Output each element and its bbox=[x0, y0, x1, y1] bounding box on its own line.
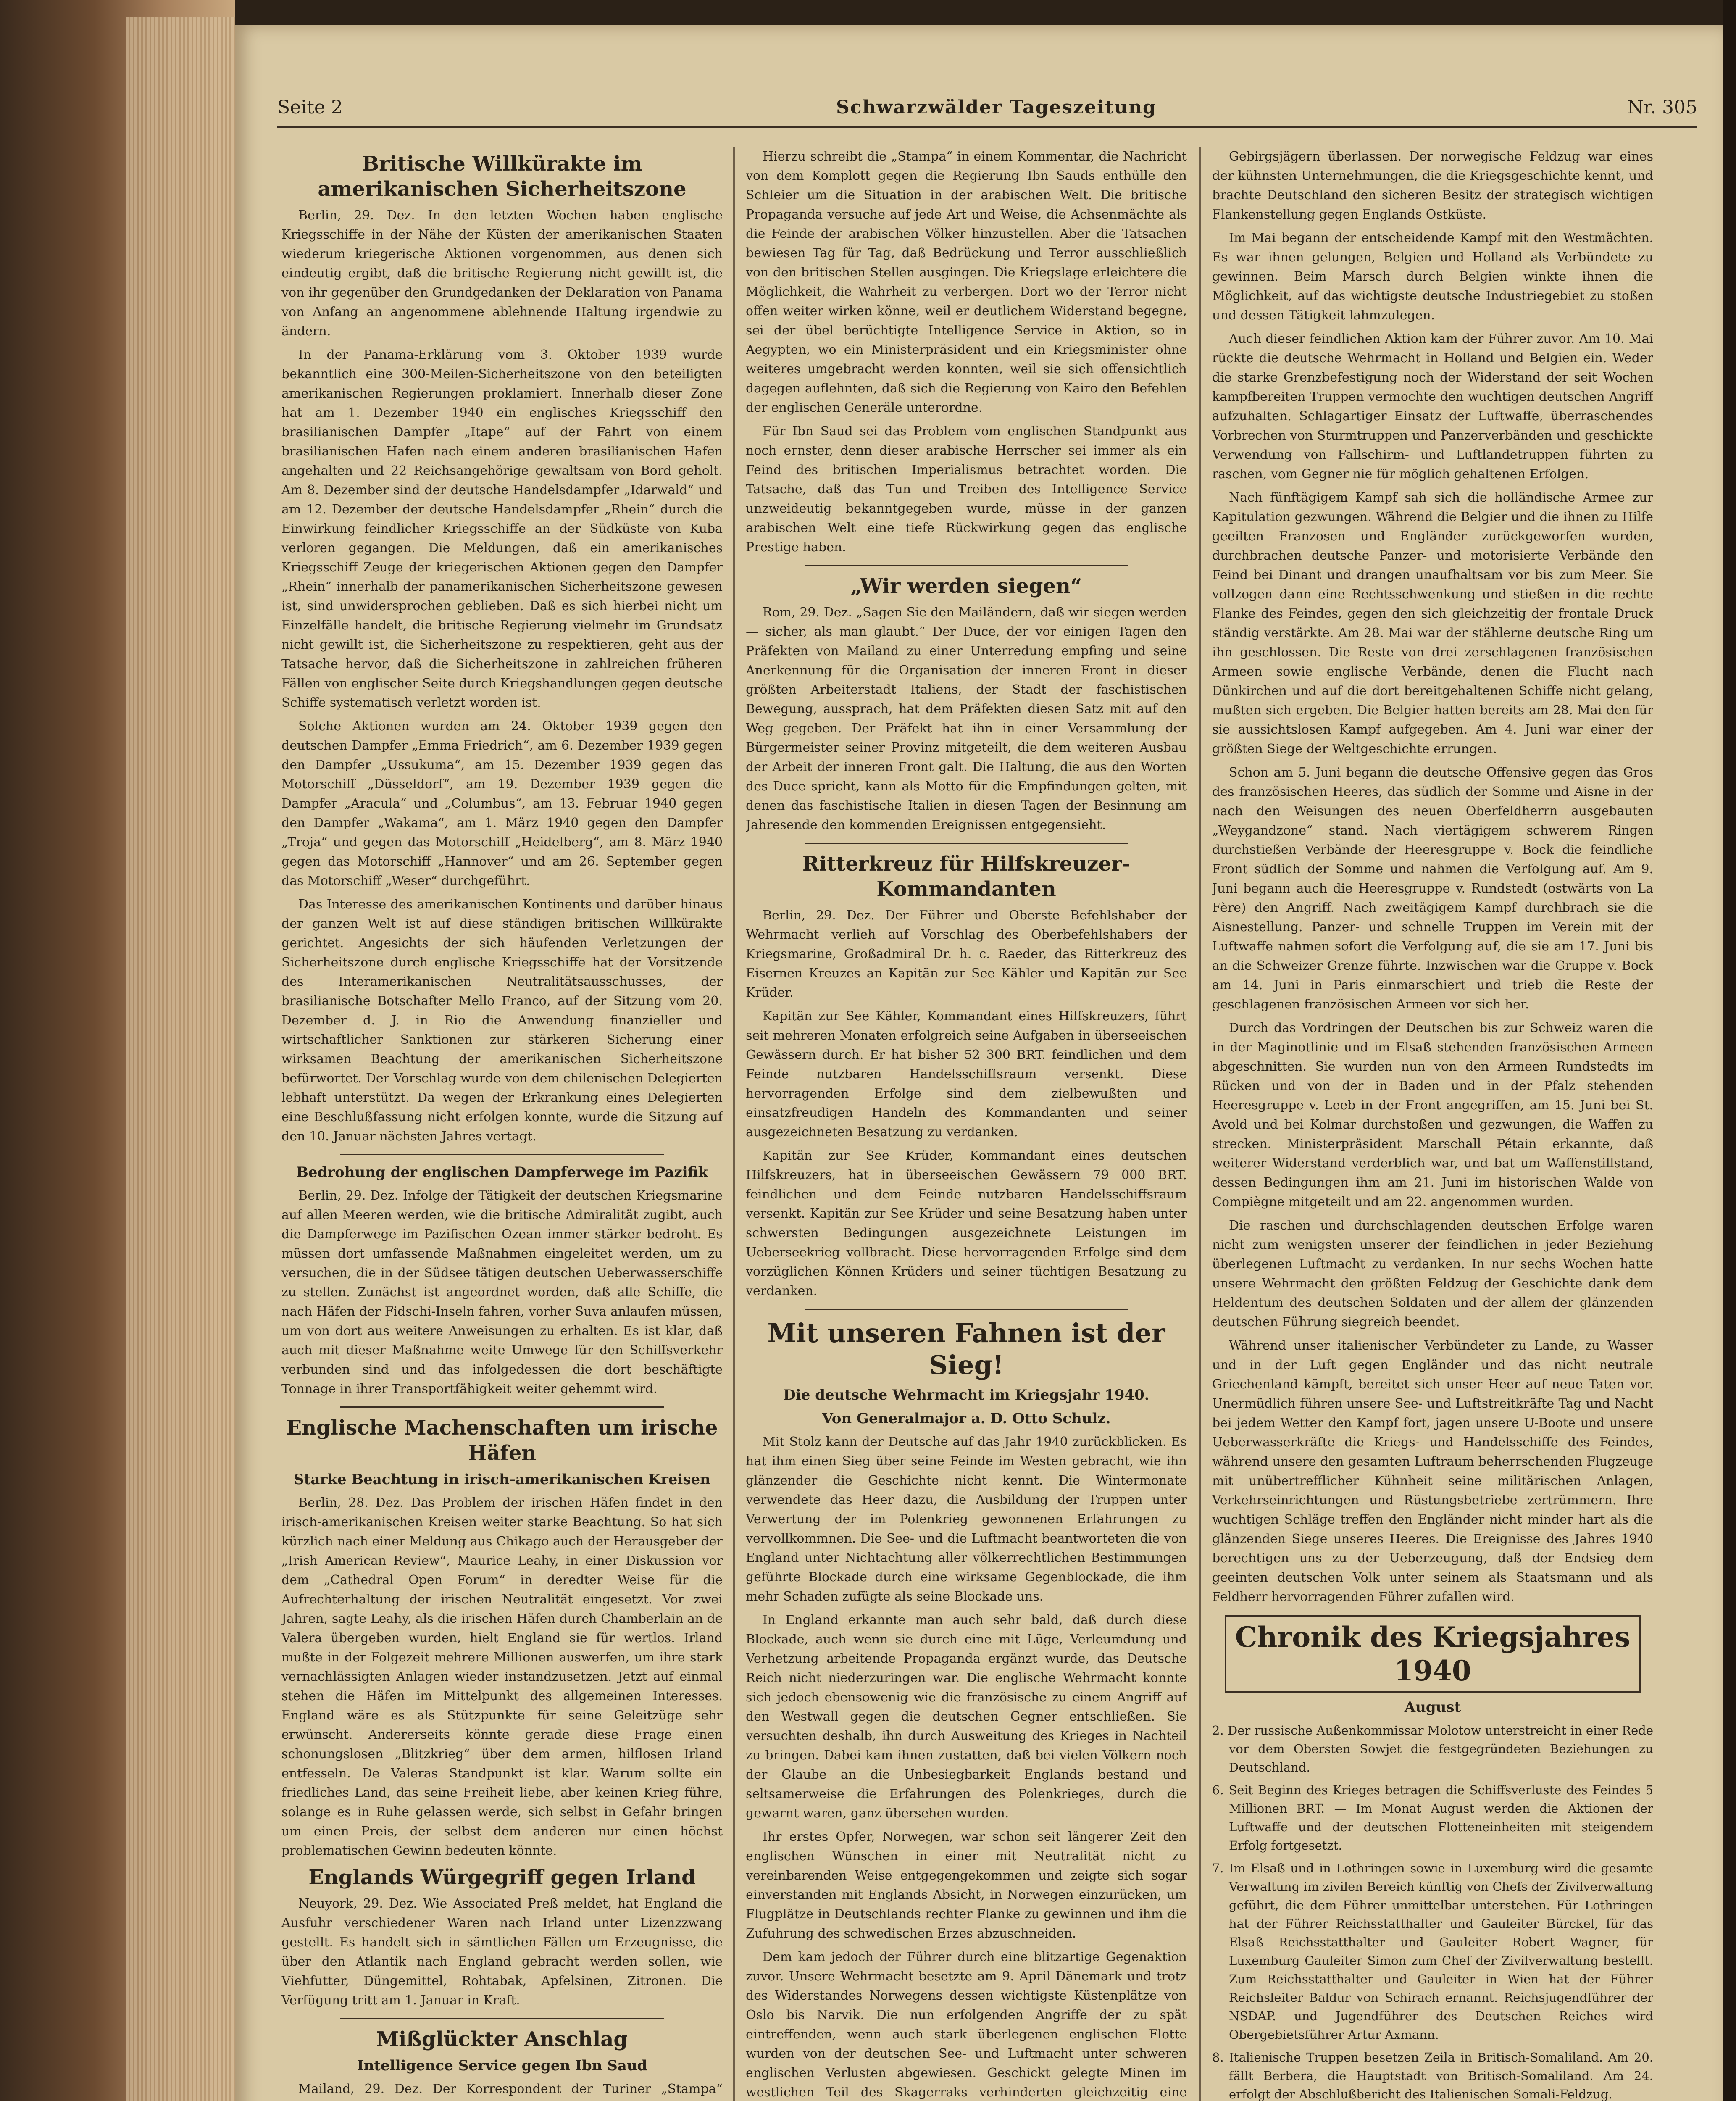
article-text: Berlin, 29. Dez. Infolge der Tätigkeit der deutschen Kriegsmarine auf allen Meeren werden, wie die britische Admiralität zugibt, auch die Dampferwege im Pazifischen Ozean immer stärker bedroht. Es müssen dort umfassende Maßnahmen eingeleitet werden, um zu versuchen, die in der Südsee tätigen deutschen Ueberwasserschiffe zu stellen. Zunächst ist angeordnet worden, daß alle Schiffe, die nach Häfen der Fidschi-Inseln fahren, vorher Suva anlaufen müssen, um von dort aus weitere Anweisungen zu erhalten. Es ist klar, daß auch mit dieser Maßnahme weite Umwege für den Schiffsverkehr verbunden sind und das infolgedessen die dort beschäftigte Tonnage in ihrer Transportfähigkeit weiter gehemmt wird. bbox=[281, 1188, 723, 1396]
article-text: Kapitän zur See Krüder, Kommandant eines deutschen Hilfskreuzers, hat in überseeischen Gewässern 79 000 BRT. feindlichen und dem Feinde nutzbaren Handelsschiffsraum versenkt. Kapitän zur See Krüder und seine Besatzung haben unter schwersten Bedingungen ausgezeichnete Leistungen im Ueberseekrieg vollbracht. Diese hervorragenden Erfolge sind dem vorzüglichen Können Krüders und seiner tüchtigen Besatzung zu verdanken. bbox=[746, 1148, 1187, 1298]
chronicle-item: 7. Im Elsaß und in Lothringen sowie in Luxemburg wird die gesamte Verwaltung im zivilen Bereich künftig von Chefs der Zivilverwaltung geführt, die dem Führer unmittelbar unterstehen. Für Lothringen hat der Führer Reichsstatthalter und Gauleiter Bürckel, für das Elsaß Reichsstatthalter und Gauleiter Robert Wagner, für Luxemburg Gauleiter Simon zum Chef der Zivilverwaltung bestellt. Zum Reichsstatthalter und Gauleiter in Wien hat der Führer Reichsleiter Baldur von Schirach ernannt. Reichsjugendführer der NSDAP. und Jugendführer des Deutschen Reiches wird Obergebietsführer Artur Axmann. bbox=[1212, 1861, 1653, 2042]
article-subtitle: Intelligence Service gegen Ibn Saud bbox=[357, 2057, 647, 2074]
article-text: Das Interesse des amerikanischen Kontinents und darüber hinaus der ganzen Welt ist auf diese ständigen britischen Willkürakte gerichtet. Angesichts der sich häufenden Verletzungen der Sicherheitszone durch englische Kriegsschiffe hat der Vorsitzende des Interamerikanischen Neutralitätsausschusses, der brasilianische Botschafter Mello Franco, auf der Sitzung vom 20. Dezember d. J. in Rio die Anwendung finanzieller und wirtschaftlicher Sanktionen zur stärkeren Sicherung einer wirksamen Beachtung der amerikanischen Sicherheitszone befürwortet. Der Vorschlag wurde von dem chilenischen Delegierten lebhaft unterstützt. Da wegen der Erkrankung eines Delegierten eine Beschlußfassung nicht erfolgen konnte, wurde die Sitzung auf den 10. Januar nächsten Jahres vertagt. bbox=[281, 897, 723, 1144]
page-stack-edges bbox=[126, 17, 235, 2101]
article-title: Britische Willkürakte im amerikanischen Sicherheitszone bbox=[318, 152, 687, 201]
chronicle-title: Chronik des Kriegsjahres 1940 bbox=[1225, 1615, 1641, 1693]
article-text: Schon am 5. Juni begann die deutsche Offensive gegen das Gros des französischen Heeres, das südlich der Somme und Aisne in der nach den Weisungen des neuen Oberfeldherrn ausgebauten „Weygandzone“ stand. Nach viertägigem schwerem Ringen durchstießen Verbände der Heeresgruppe v. Bock die feindliche Front südlich der Somme und nahmen die Verfolgung auf. Am 9. Juni begann auch die Heeresgruppe v. Rundstedt (ostwärts von La Fère) den Angriff. Nach zweitägigem Kampf durchbrach sie die Aisnestellung. Panzer- und schnelle Truppen im Verein mit der Luftwaffe nahmen sofort die Verfolgung auf, die sie am 17. Juni bis an die Schweizer Grenze führte. Inzwischen war die Gruppe v. Bock am 14. Juni in Paris einmarschiert und trieb die Reste der geschlagenen französischen Armeen vor sich her. bbox=[1212, 765, 1653, 1012]
article-text: Solche Aktionen wurden am 24. Oktober 1939 gegen den deutschen Dampfer „Emma Friedrich“, am 6. Dezember 1939 gegen den Dampfer „Ussukuma“, am 15. Dezember 1939 gegen das Motorschiff „Düsseldorf“, am 19. Dezember 1939 gegen die Dampfer „Aracula“ und „Columbus“, am 13. Februar 1940 gegen den Dampfer „Wakama“, am 1. März 1940 gegen den Dampfer „Troja“ und gegen das Motorschiff „Heidelberg“, am 8. März 1940 gegen das Motorschiff „Hannover“ und am 26. September gegen das Motorschiff „Weser“ durchgeführt. bbox=[281, 719, 723, 888]
article-title: Englische Machenschaften um irische Häfen bbox=[286, 1416, 718, 1465]
article-text: Dem kam jedoch der Führer durch eine blitzartige Gegenaktion zuvor. Unsere Wehrmacht besetzte am 9. April Dänemark und trotz des Widerstandes Norwegens dessen wichtigste Küstenplätze von Oslo bis Narvik. Die nun erfolgenden Angriffe der zu spät eintreffenden, wenn auch stark überlegenen englischen Flotte wurden von der deutschen See- und Luftmacht unter schweren englischen Verlusten abgewiesen. Geschickt gelegte Minen im westlichen Teil des Skagerraks verhinderten gleichzeitig eine bbox=[746, 1950, 1187, 2100]
article-text: Kapitän zur See Kähler, Kommandant eines Hilfskreuzers, führt seit mehreren Monaten erfolgreich seine Aufgaben in überseeischen Gewässern durch. Er hat bisher 52 300 BRT. feindlichen und dem Feinde nutzbaren Handelsschiffsraum versenkt. Diese hervorragenden Erfolge sind dem zielbewußten und einsatzfreudigen Handeln des Kommandanten und seiner ausgezeichneten Besatzung zu verdanken. bbox=[746, 1009, 1187, 1140]
column-rule bbox=[1199, 147, 1201, 2101]
chronicle-item: 8. Italienische Truppen besetzen Zeila in Britisch-Somaliland. Am 20. fällt Berbera, die Hauptstadt von Britisch-Somaliland. Am 24. erfolgt der Abschlußbericht des Italienischen Somali-Feldzug. bbox=[1212, 2050, 1653, 2101]
article-text: Mit Stolz kann der Deutsche auf das Jahr 1940 zurückblicken. Es hat ihm einen Sieg über seine Feinde im Westen gebracht, wie ihn glänzender die Geschichte nicht kennt. Die Wintermonate verwendete das Heer dazu, die Ausbildung der Truppen unter Verwertung der im Polenkrieg gewonnenen Erfahrungen zu vervollkommnen. Die See- und die Luftmacht beantworteten die von England unter Nichtachtung aller völkerrechtlichen Bestimmungen geführte Blockade durch eine wirksame Gegenblockade, die ihm mehr Schaden zufügte als seine Blockade uns. bbox=[746, 1435, 1187, 1604]
article-text: In England erkannte man auch sehr bald, daß durch diese Blockade, auch wenn sie durch eine mit Lüge, Verleumdung und Verhetzung arbeitende Propaganda ergänzt wurde, das Deutsche Reich nicht niederzuringen war. Die englische Wehrmacht konnte sich jedoch ebensowenig wie die französische zu einem Angriff auf den Westwall gegen die deutschen Gegner entschließen. Sie versuchten deshalb, ihn durch Ausweitung des Krieges in Nachteil zu bringen. Dabei kam ihnen zustatten, daß bei vielen Völkern noch der Glaube an die Unbesiegbarkeit Englands bestand und seltsamerweise die Erfahrungen des Polenkrieges, durch die gewarnt waren, ganz übersehen wurden. bbox=[746, 1613, 1187, 1821]
article-title: Bedrohung der englischen Dampferwege im Pazifik bbox=[296, 1164, 708, 1181]
newspaper-page bbox=[235, 25, 1723, 2101]
divider bbox=[805, 565, 1128, 566]
column-rule bbox=[733, 147, 735, 2101]
article-text: Berlin, 28. Dez. Das Problem der irischen Häfen findet in den irisch-amerikanischen Kreisen weiter starke Beachtung. So hat sich kürzlich nach einer Meldung aus Chikago auch der Herausgeber der „Irish American Review“, Maurice Leahy, in einer Diskussion vor dem „Cathedral Open Forum“ in deredter Weise für die Aufrechterhaltung der irischen Neutralität eingesetzt. Vor zwei Jahren, sagte Leahy, als die irischen Häfen durch Chamberlain an de Valera übergeben wurden, hielt England sie für wertlos. Irland mußte in der Folgezeit mehrere Millionen auswerfen, um ihre stark vernachlässigten Anlagen wieder instandzusetzen. Jetzt auf einmal stehen die Häfen im Mittelpunkt des allgemeinen Interesses. England wäre es als Stützpunkte für seine Geleitzüge sehr erwünscht. Andererseits könnte gerade diese Frage einen schonungslosen „Blitzkrieg“ über dem armen, hilflosen Irland entfesseln. De Valeras Standpunkt ist klar. Warum sollte ein friedliches Land, das seine Freiheit liebe, aber keinen Krieg führe, solange es in Ruhe gelassen werde, sich selbst in Gefahr bringen um einen Preis, der selbst dem anderen nur einen höchst problematischen Gewinn bedeuten könnte. bbox=[281, 1495, 723, 1858]
article-text: Hierzu schreibt die „Stampa“ in einem Kommentar, die Nachricht von dem Komplott gegen die Regierung Ibn Sauds enthülle den Schleier um die Situation in der arabischen Welt. Die britische Propaganda versuche auf jede Art und Weise, die Achsenmächte als die Feinde der arabischen Völker hinzustellen. Aber die Tatsachen bewiesen Tag für Tag, daß Bedrückung und Terror ausschließlich von den britischen Stellen ausgingen. Die Kriegslage erleichtere die Möglichkeit, die Wahrheit zu verbergen. Dort wo der Terror nicht offen weiter wirken könne, weil er deutlichem Widerstand begegne, sei der übel berüchtigte Intelligence Service in Aktion, so in Aegypten, wo ein Ministerpräsident und ein Kriegsminister ohne weiteres umgebracht werden konnten, weil sie sich offensichtlich dagegen auflehnten, daß sich die Regierung von Kairo den Befehlen der englischen Generäle unterordne. bbox=[746, 149, 1187, 415]
page-header bbox=[277, 88, 1697, 128]
chronicle-item: 2. Der russische Außenkommissar Molotow unterstreicht in einer Rede vor dem Obersten Sowjet die festgegründeten Beziehungen zu Deutschland. bbox=[1212, 1723, 1653, 1775]
divider bbox=[340, 2018, 664, 2019]
divider bbox=[340, 1154, 664, 1155]
article-text: Die raschen und durchschlagenden deutschen Erfolge waren nicht zum wenigsten unserer der feindlichen in jeder Beziehung überlegenen Luftmacht zu verdanken. In nur sechs Wochen hatte unsere Wehrmacht den größten Feldzug der Geschichte dank dem Heldentum des deutschen Soldaten und der allem der glänzenden deutschen Führung siegreich beendet. bbox=[1212, 1218, 1653, 1330]
article-text: In der Panama-Erklärung vom 3. Oktober 1939 wurde bekanntlich eine 300-Meilen-Sicherheitszone von den beteiligten amerikanischen Regierungen proklamiert. Innerhalb dieser Zone hat am 1. Dezember 1940 ein englisches Kriegsschiff den brasilianischen Dampfer „Itape“ auf der Fahrt von einem brasilianischen Hafen nach einem anderen brasilianischen Hafen angehalten und 22 Reichsangehörige gewaltsam von Bord geholt. Am 8. Dezember sind der deutsche Handelsdampfer „Idarwald“ und am 12. Dezember der deutsche Handelsdampfer „Rhein“ durch die Einwirkung feindlicher Kriegsschiffe an der Südküste von Kuba verloren gegangen. Die Meldungen, daß ein amerikanisches Kriegsschiff Zeuge der kriegerischen Aktionen gegen den Dampfer „Rhein“ innerhalb der panamerikanischen Sicherheitszone gewesen ist, sind unwidersprochen geblieben. Daß es sich hierbei nicht um Einzelfälle handelt, die britische Regierung vielmehr im Grundsatz nicht gewillt ist, die Sicherheitszone zu respektieren, geht aus der Tatsache hervor, daß die Sicherheitszone in zahlreichen früheren Fällen von englischer Seite durch Kriegshandlungen gegen deutsche Schiffe systematisch verletzt worden ist. bbox=[281, 348, 723, 710]
column-2 bbox=[746, 147, 1187, 2101]
article-text: Neuyork, 29. Dez. Wie Associated Preß meldet, hat England die Ausfuhr verschiedener Waren nach Irland unter Lizenzzwang gestellt. Es handelt sich in sämtlichen Fällen um Erzeugnisse, die über den Atlantik nach England gebracht werden sollen, wie Viehfutter, Düngemittel, Rohtabak, Apfelsinen, Zitronen. Die Verfügung tritt am 1. Januar in Kraft. bbox=[281, 1896, 723, 2008]
right-edge bbox=[1723, 0, 1736, 2101]
divider bbox=[805, 843, 1128, 844]
article-text: Mailand, 29. Dez. Der Korrespondent der Turiner „Stampa“ bbox=[298, 2082, 723, 2096]
article-text: Gebirgsjägern überlassen. Der norwegische Feldzug war eines der kühnsten Unternehmungen, die die Kriegsgeschichte kennt, und brachte Deutschland den sicheren Besitz der strategisch wichtigen Flankenstellung gegen Englands Ostküste. bbox=[1212, 149, 1653, 222]
article-author: Von Generalmajor a. D. Otto Schulz. bbox=[822, 1410, 1111, 1427]
article-title: Englands Würgegriff gegen Irland bbox=[308, 1866, 696, 1889]
article-text: Für Ibn Saud sei das Problem vom englischen Standpunkt aus noch ernster, denn dieser arabische Herrscher sei immer als ein Feind des britischen Imperialismus betrachtet worden. Die Tatsache, daß das Tun und Treiben des Intelligence Service unzweideutig bekanntgegeben wurde, müsse in der ganzen arabischen Welt eine tiefe Rückwirkung gegen das englische Prestige haben. bbox=[746, 424, 1187, 555]
divider bbox=[805, 1309, 1128, 1310]
column-3 bbox=[1212, 147, 1653, 2101]
issue-number: Nr. 305 bbox=[1627, 97, 1697, 118]
article-text: Berlin, 29. Dez. Der Führer und Oberste Befehlshaber der Wehrmacht verlieh auf Vorschlag des Oberbefehlshabers der Kriegsmarine, Großadmiral Dr. h. c. Raeder, das Ritterkreuz des Eisernen Kreuzes an Kapitän zur See Kähler und Kapitän zur See Krüder. bbox=[746, 908, 1187, 1000]
article-text: Rom, 29. Dez. „Sagen Sie den Mailändern, daß wir siegen werden — sicher, als man glaubt.“ Der Duce, der vor einigen Tagen den Präfekten von Mailand zu einer Unterredung empfing und seine Anerkennung für die Organisation der inneren Front in dieser größten Arbeiterstadt Italiens, der Stadt der faschistischen Bewegung, aussprach, hat dem Präfekten diesen Satz mit auf den Weg gegeben. Der Präfekt hat ihn in einer Versammlung der Bürgermeister seiner Provinz mitgeteilt, die dem weiteren Ausbau der Arbeit der inneren Front galt. Die Haltung, die aus den Worten des Duce spricht, kann als Motto für die Empfindungen gelten, mit denen das faschistische Italien in diesen Tagen der Besinnung am Jahresende den kommenden Ereignissen entgegensieht. bbox=[746, 605, 1187, 832]
article-subtitle: Starke Beachtung in irisch-amerikanischen Kreisen bbox=[294, 1471, 710, 1488]
article-title: Mißglückter Anschlag bbox=[376, 2027, 628, 2051]
article-text: Berlin, 29. Dez. In den letzten Wochen haben englische Kriegsschiffe in der Nähe der Küsten der amerikanischen Staaten wiederum kriegerische Aktionen vorgenommen, aus denen sich eindeutig ergibt, daß die britische Regierung nicht gewillt ist, die von ihr gegenüber den Grundgedanken der Deklaration von Panama von Anfang an angenommene ablehnende Haltung irgendwie zu ändern. bbox=[281, 208, 723, 339]
article-text: Im Mai begann der entscheidende Kampf mit den Westmächten. Es war ihnen gelungen, Belgien und Holland als Verbündete zu gewinnen. Beim Marsch durch Belgien winkte ihnen die Möglichkeit, auf das wichtigste deutsche Industriegebiet zu stoßen und dessen Tätigkeit lahmzulegen. bbox=[1212, 231, 1653, 323]
column-1 bbox=[281, 147, 723, 2101]
article-text: Auch dieser feindlichen Aktion kam der Führer zuvor. Am 10. Mai rückte die deutsche Wehrmacht in Holland und Belgien ein. Weder die starke Grenzbefestigung noch der Widerstand der seit Wochen kampfbereiten Truppen vermochte den wuchtigen deutschen Angriff aufzuhalten. Schlagartiger Einsatz der Luftwaffe, überraschendes Vorbrechen von Sturmtruppen und Panzerverbänden und geschickte Verwendung von Fallschirm- und Luftlandetruppen führten zu raschen, vom Gegner nie für möglich gehaltenen Erfolgen. bbox=[1212, 332, 1653, 482]
article-text: Ihr erstes Opfer, Norwegen, war schon seit längerer Zeit den englischen Wünschen in einer mit Neutralität nicht zu vereinbarenden Weise entgegengekommen und zeigte sich sogar einverstanden mit Englands Absicht, in Norwegen einzurücken, um Flugplätze in Deutschlands rechter Flanke zu gewinnen und ihm die Zufuhrung des schwedischen Erzes abzuschneiden. bbox=[746, 1830, 1187, 1941]
divider bbox=[340, 1406, 664, 1408]
article-text: Während unser italienischer Verbündeter zu Lande, zu Wasser und in der Luft gegen Engländer und das nicht neutrale Griechenland kämpft, bereitet sich unser Heer auf neue Taten vor. Unermüdlich führen unsere See- und Luftstreitkräfte Tag und Nacht bei jedem Wetter den Kampf fort, jagen unsere U-Boote und unsere Ueberwasserkräfte die Kriegs- und Handelsschiffe des Feindes, während unsere den gesamten Luftraum beherrschenden Flugzeuge mit unübertrefflicher Kühnheit seine militärischen Anlagen, Verkehrseinrichtungen und Rüstungsbetriebe zertrümmern. Ihre wuchtigen Schläge treffen den Engländer nicht minder hart als die glänzenden Siege unseres Heeres. Die Ereignisse des Jahres 1940 berechtigen uns zu der Ueberzeugung, daß der Endsieg dem geeinten deutschen Volk unter seinem als Staatsmann und als Feldherr hervorragenden Führer zufallen wird. bbox=[1212, 1338, 1653, 1604]
newspaper-name: Schwarzwälder Tageszeitung bbox=[836, 97, 1157, 118]
chronicle-item: 6. Seit Beginn des Krieges betragen die Schiffsverluste des Feindes 5 Millionen BRT. — Im Monat August werden die Aktionen der Luftwaffe und der deutschen Flotteneinheiten mit steigendem Erfolg fortgesetzt. bbox=[1212, 1783, 1653, 1853]
article-title: Ritterkreuz für Hilfskreuzer-Kommandanten bbox=[802, 852, 1131, 901]
article-text: Durch das Vordringen der Deutschen bis zur Schweiz waren die in der Maginotlinie und im Elsaß stehenden französischen Armeen abgeschnitten. Sie wurden nun von den Armeen Rundstedts im Rücken und von der in Baden und in der Pfalz stehenden Heeresgruppe v. Leeb in der Front angegriffen, am 15. Juni bei St. Avold und bei Kolmar durchstoßen und gezwungen, die Waffen zu strecken. Ministerpräsident Marschall Pétain erkannte, daß weiterer Widerstand verderblich war, und bat um Waffenstillstand, dessen Bedingungen ihm am 21. Juni im historischen Walde von Compiègne mitgeteilt und am 22. angenommen wurden. bbox=[1212, 1021, 1653, 1209]
chronicle-month: August bbox=[1404, 1699, 1461, 1716]
book-binding bbox=[0, 0, 235, 2101]
article-subtitle: Die deutsche Wehrmacht im Kriegsjahr 1940. bbox=[783, 1387, 1149, 1403]
article-headline: Mit unseren Fahnen ist der Sieg! bbox=[767, 1318, 1165, 1380]
page-label: Seite 2 bbox=[277, 97, 343, 118]
article-text: Nach fünftägigem Kampf sah sich die holländische Armee zur Kapitulation gezwungen. Während die Belgier und die ihnen zu Hilfe geeilten Franzosen und Engländer zurückgeworfen wurden, durchbrachen deutsche Panzer- und motorisierte Verbände den Feind bei Dinant und drangen unaufhaltsam vor bis zum Meer. Sie vollzogen dann eine Rechtsschwenkung und stießen in die rechte Flanke des Feindes, gegen den sich gleichzeitig der frontale Druck ständig verstärkte. Am 28. Mai war der stählerne deutsche Ring um ihn geschlossen. Die Reste von drei zerschlagenen französischen Armeen sowie englische Verbände, denen die Flucht nach Dünkirchen und auf die dort bereitgehaltenen Schiffe nicht gelang, mußten sich ergeben. Die Belgier hatten bereits am 28. Mai den für sie aussichtslosen Kampf aufgegeben. Am 4. Juni war einer der größten Siege der Weltgeschichte errungen. bbox=[1212, 490, 1653, 756]
article-title: „Wir werden siegen“ bbox=[850, 574, 1082, 598]
